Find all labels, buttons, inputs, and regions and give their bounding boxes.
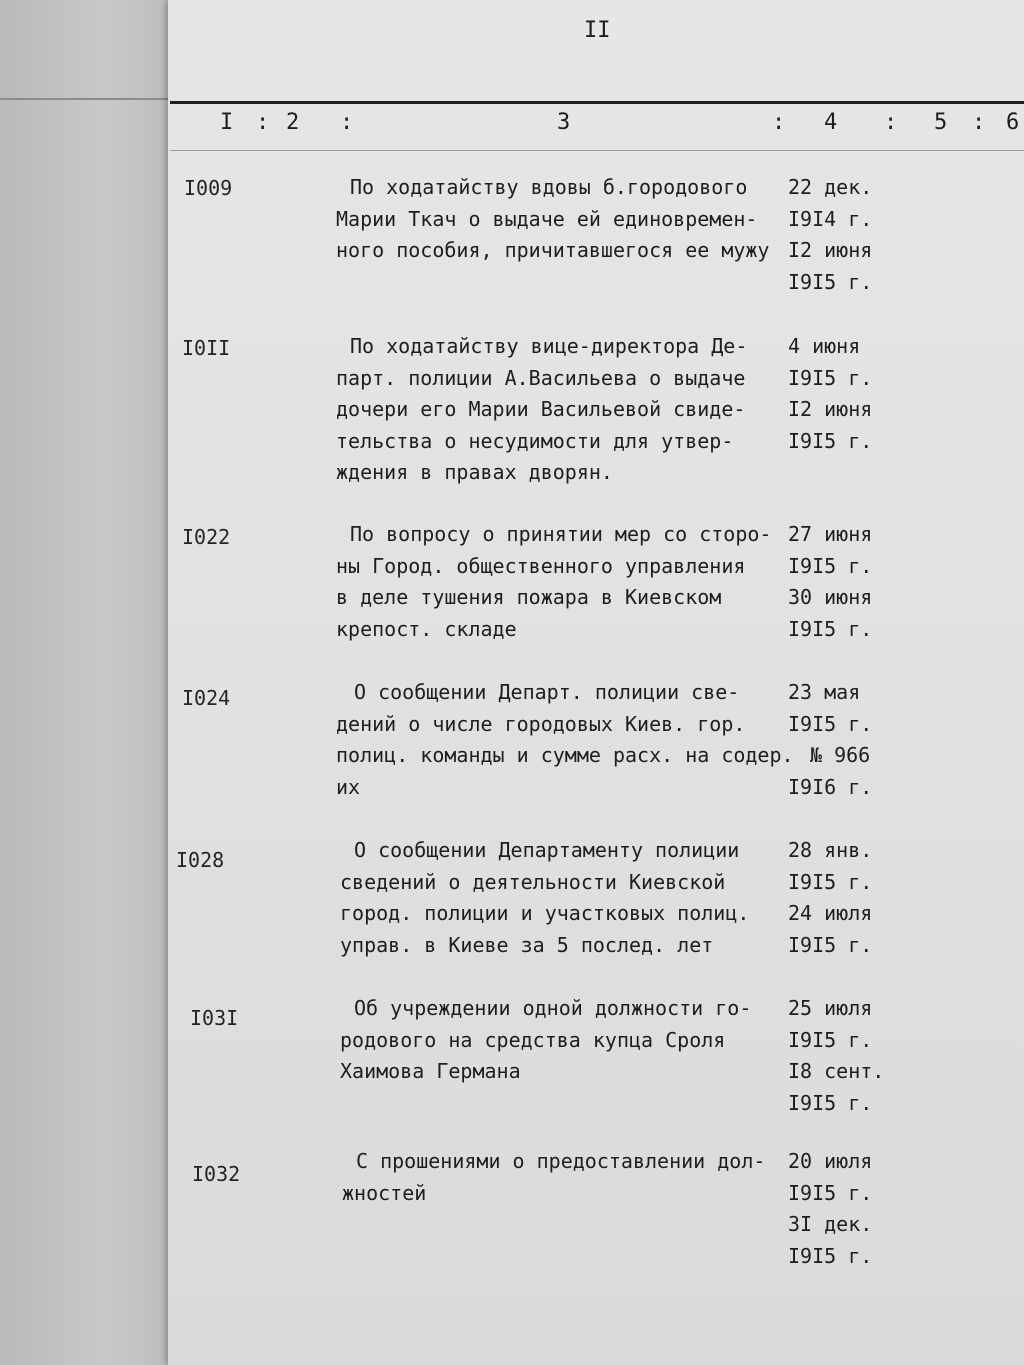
date-line: I9I5 г.: [788, 616, 873, 641]
entry-description: [340, 993, 790, 1088]
entry-number: I022: [182, 525, 231, 549]
description-line: тельства о несудимости для утвер-: [336, 428, 734, 453]
date-line: 22 дек.: [788, 175, 873, 199]
date-line: I9I5 г.: [788, 1090, 873, 1115]
description-line: ного пособия, причитавшегося ее мужу: [336, 238, 770, 262]
entry-description: [340, 835, 790, 961]
description-line: По ходатайству вдовы б.городового: [350, 175, 748, 199]
header-top-rule: [170, 101, 1024, 104]
date-line: I9I5 г.: [788, 1027, 873, 1052]
date-line: 23 мая: [788, 680, 861, 704]
date-line: I9I5 г.: [788, 1243, 873, 1268]
column-header-2: 2: [286, 110, 300, 135]
description-line: крепост. складе: [336, 616, 517, 641]
date-line: I9I5 г.: [788, 269, 873, 294]
description-line: По вопросу о принятии мер со сторо-: [350, 522, 772, 546]
description-line: С прошениями о предоставлении дол-: [356, 1149, 766, 1173]
entry-description: [336, 331, 786, 489]
date-line: I9I5 г.: [788, 711, 873, 736]
entry-dates: [788, 677, 908, 803]
column-header-1: I: [220, 110, 234, 135]
description-line: сведений о деятельности Киевской: [340, 869, 726, 894]
column-separator: :: [884, 110, 898, 135]
date-line: I9I5 г.: [788, 932, 873, 957]
date-line: I9I5 г.: [788, 428, 873, 453]
description-line: О сообщении Департ. полиции све-: [354, 680, 740, 704]
entry-number: I0II: [182, 336, 231, 360]
column-header-5: 5: [934, 110, 948, 135]
entry-dates: [788, 331, 908, 457]
entry-dates: [788, 1146, 908, 1272]
date-line: 30 июня: [788, 585, 873, 609]
underlying-page: [0, 0, 175, 1365]
date-line: 27 июня: [788, 522, 873, 546]
date-line: I9I5 г.: [788, 869, 873, 894]
underlying-page-rule: [0, 98, 175, 100]
header-bottom-rule: [170, 150, 1024, 151]
entry-number: I024: [182, 686, 231, 710]
description-line: Марии Ткач о выдаче ей единовремен-: [336, 206, 758, 231]
entry-description: [336, 172, 786, 267]
entry-dates: [788, 835, 908, 961]
entry-description: [336, 519, 786, 645]
description-line: дений о числе городовых Киев. гор.: [336, 711, 746, 736]
column-header-3: 3: [557, 110, 571, 135]
date-line: I9I5 г.: [788, 553, 873, 578]
entry-dates: [788, 993, 908, 1119]
entry-number: I03I: [190, 1006, 239, 1030]
column-separator: :: [340, 110, 354, 135]
description-line: управ. в Киеве за 5 послед. лет: [340, 932, 714, 957]
date-line: 28 янв.: [788, 838, 873, 862]
description-line: Об учреждении одной должности го-: [354, 996, 752, 1020]
column-header-6: 6: [1006, 110, 1020, 135]
column-separator: :: [256, 110, 270, 135]
description-line: ны Город. общественного управления: [336, 553, 746, 578]
description-line: Хаимова Германа: [340, 1059, 521, 1083]
entry-number: I032: [192, 1162, 241, 1186]
page-number: II: [584, 18, 611, 43]
date-line: № 966: [810, 743, 871, 767]
date-line: 20 июля: [788, 1149, 873, 1173]
description-line: полиц. команды и сумме расх. на содер.: [336, 743, 794, 767]
entry-description: [336, 677, 794, 803]
description-line: По ходатайству вице-директора Де-: [350, 334, 748, 358]
description-line: в деле тушения пожара в Киевском: [336, 585, 722, 609]
entry-description: [342, 1146, 792, 1209]
description-line: жностей: [342, 1180, 427, 1205]
entry-number: I028: [176, 848, 225, 872]
column-header-4: 4: [824, 110, 838, 135]
date-line: 24 июля: [788, 901, 873, 925]
date-line: 3I дек.: [788, 1212, 873, 1236]
column-separator: :: [772, 110, 786, 135]
description-line: парт. полиции А.Васильева о выдаче: [336, 365, 746, 390]
description-line: О сообщении Департаменту полиции: [354, 838, 740, 862]
date-line: I9I4 г.: [788, 206, 873, 231]
description-line: дочери его Марии Васильевой свиде-: [336, 397, 746, 421]
entry-number: I009: [184, 176, 233, 200]
date-line: I8 сент.: [788, 1059, 885, 1083]
date-line: 25 июля: [788, 996, 873, 1020]
description-line: город. полиции и участковых полиц.: [340, 901, 750, 925]
date-line: I9I6 г.: [788, 774, 873, 799]
date-line: I2 июня: [788, 238, 873, 262]
description-line: родового на средства купца Сроля: [340, 1027, 726, 1052]
description-line: ждения в правах дворян.: [336, 460, 613, 484]
date-line: I2 июня: [788, 397, 873, 421]
date-line: I9I5 г.: [788, 1180, 873, 1205]
date-line: I9I5 г.: [788, 365, 873, 390]
entry-dates: [788, 172, 908, 298]
description-line: их: [336, 774, 361, 799]
column-separator: :: [972, 110, 986, 135]
date-line: 4 июня: [788, 334, 861, 358]
entry-dates: [788, 519, 908, 645]
